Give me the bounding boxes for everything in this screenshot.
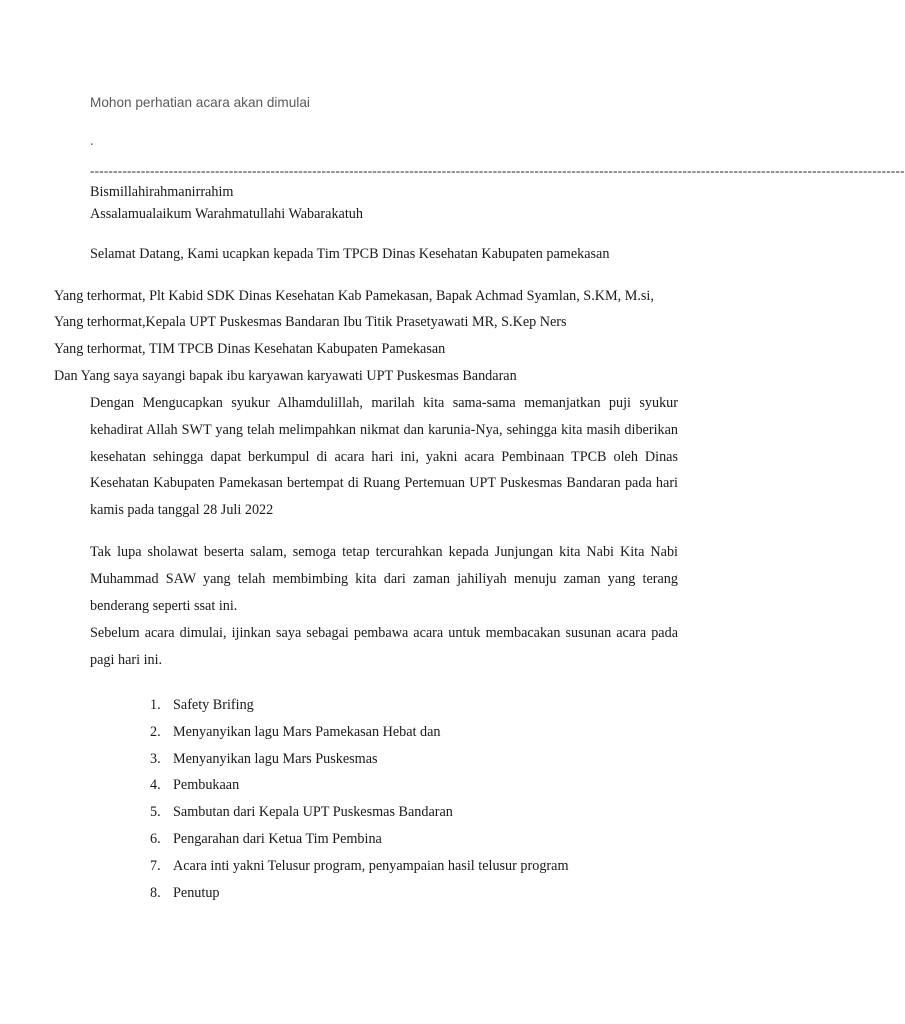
- list-number: 5.: [150, 804, 161, 821]
- list-text: Sambutan dari Kepala UPT Puskesmas Bandaran: [173, 804, 453, 821]
- list-number: 1.: [150, 697, 161, 713]
- list-text: Penutup: [173, 884, 220, 901]
- list-item: [150, 772, 568, 799]
- list-item: [150, 853, 568, 880]
- list-text: Pembukaan: [173, 777, 240, 794]
- paragraph-sholawat: Tak lupa sholawat beserta salam, semoga tetap tercurahkan kepada Junjungan kita Nabi Kita Nabi Muhammad SAW yang telah membimbing kita dari zaman jahiliyah menuju zaman yang terang benderang seperti ssat ini.: [90, 544, 678, 614]
- list-item: [150, 692, 568, 719]
- list-item: [150, 826, 568, 853]
- paragraph-susunan: Sebelum acara dimulai, ijinkan saya sebagai pembawa acara untuk membacakan susunan acara pada pagi hari ini.: [90, 625, 678, 668]
- dot-line: .: [90, 133, 94, 149]
- list-text: Acara inti yakni Telusur program, penyampaian hasil telusur program: [173, 857, 569, 874]
- list-text: Menyanyikan lagu Mars Puskesmas: [173, 750, 378, 767]
- list-item: [150, 799, 568, 826]
- list-item: [150, 746, 568, 773]
- greeting-line: Yang terhormat,Kepala UPT Puskesmas Bandaran Ibu Titik Prasetyawati MR, S.Kep Ners: [54, 314, 567, 330]
- salam-line: Assalamualaikum Warahmatullahi Wabarakatuh: [90, 206, 363, 222]
- agenda-list: [150, 692, 568, 906]
- list-text: Safety Brifing: [173, 697, 254, 713]
- greeting-line: Yang terhormat, Plt Kabid SDK Dinas Kesehatan Kab Pamekasan, Bapak Achmad Syamlan, S.KM, M.si,: [54, 288, 654, 304]
- list-number: 8.: [150, 884, 161, 901]
- list-number: 2.: [150, 723, 161, 740]
- list-number: 7.: [150, 857, 161, 874]
- list-item: [150, 880, 568, 907]
- list-item: [150, 719, 568, 746]
- notice-line: Mohon perhatian acara akan dimulai: [90, 95, 310, 110]
- paragraph-syukur: Dengan Mengucapkan syukur Alhamdulillah, marilah kita sama-sama memanjatkan puji syukur kehadirat Allah SWT yang telah melimpahkan nikmat dan karunia-Nya, sehingga kita masih diberikan kesehatan sehingga dapat berkumpul di acara hari ini, yakni acara Pembinaan TPCB oleh Dinas Kesehatan Kabupaten Pamekasan bertempat di Ruang Pertemuan UPT Puskesmas Bandaran pada hari kamis pada tanggal 28 Juli 2022: [90, 395, 678, 519]
- list-number: 6.: [150, 830, 161, 847]
- greeting-line: Yang terhormat, TIM TPCB Dinas Kesehatan Kabupaten Pamekasan: [54, 341, 446, 357]
- list-number: 3.: [150, 750, 161, 767]
- list-number: 4.: [150, 777, 161, 794]
- welcome-line: Selamat Datang, Kami ucapkan kepada Tim TPCB Dinas Kesehatan Kabupaten pamekasan: [90, 246, 610, 262]
- separator-line: --------------------------------------------------------------------------------------------------------------------------------------------------------------------------------: [90, 163, 905, 178]
- bismillah-line: Bismillahirahmanirrahim: [90, 184, 234, 200]
- list-text: Menyanyikan lagu Mars Pamekasan Hebat dan: [173, 723, 441, 740]
- list-text: Pengarahan dari Ketua Tim Pembina: [173, 830, 382, 847]
- greeting-line: Dan Yang saya sayangi bapak ibu karyawan karyawati UPT Puskesmas Bandaran: [54, 368, 517, 384]
